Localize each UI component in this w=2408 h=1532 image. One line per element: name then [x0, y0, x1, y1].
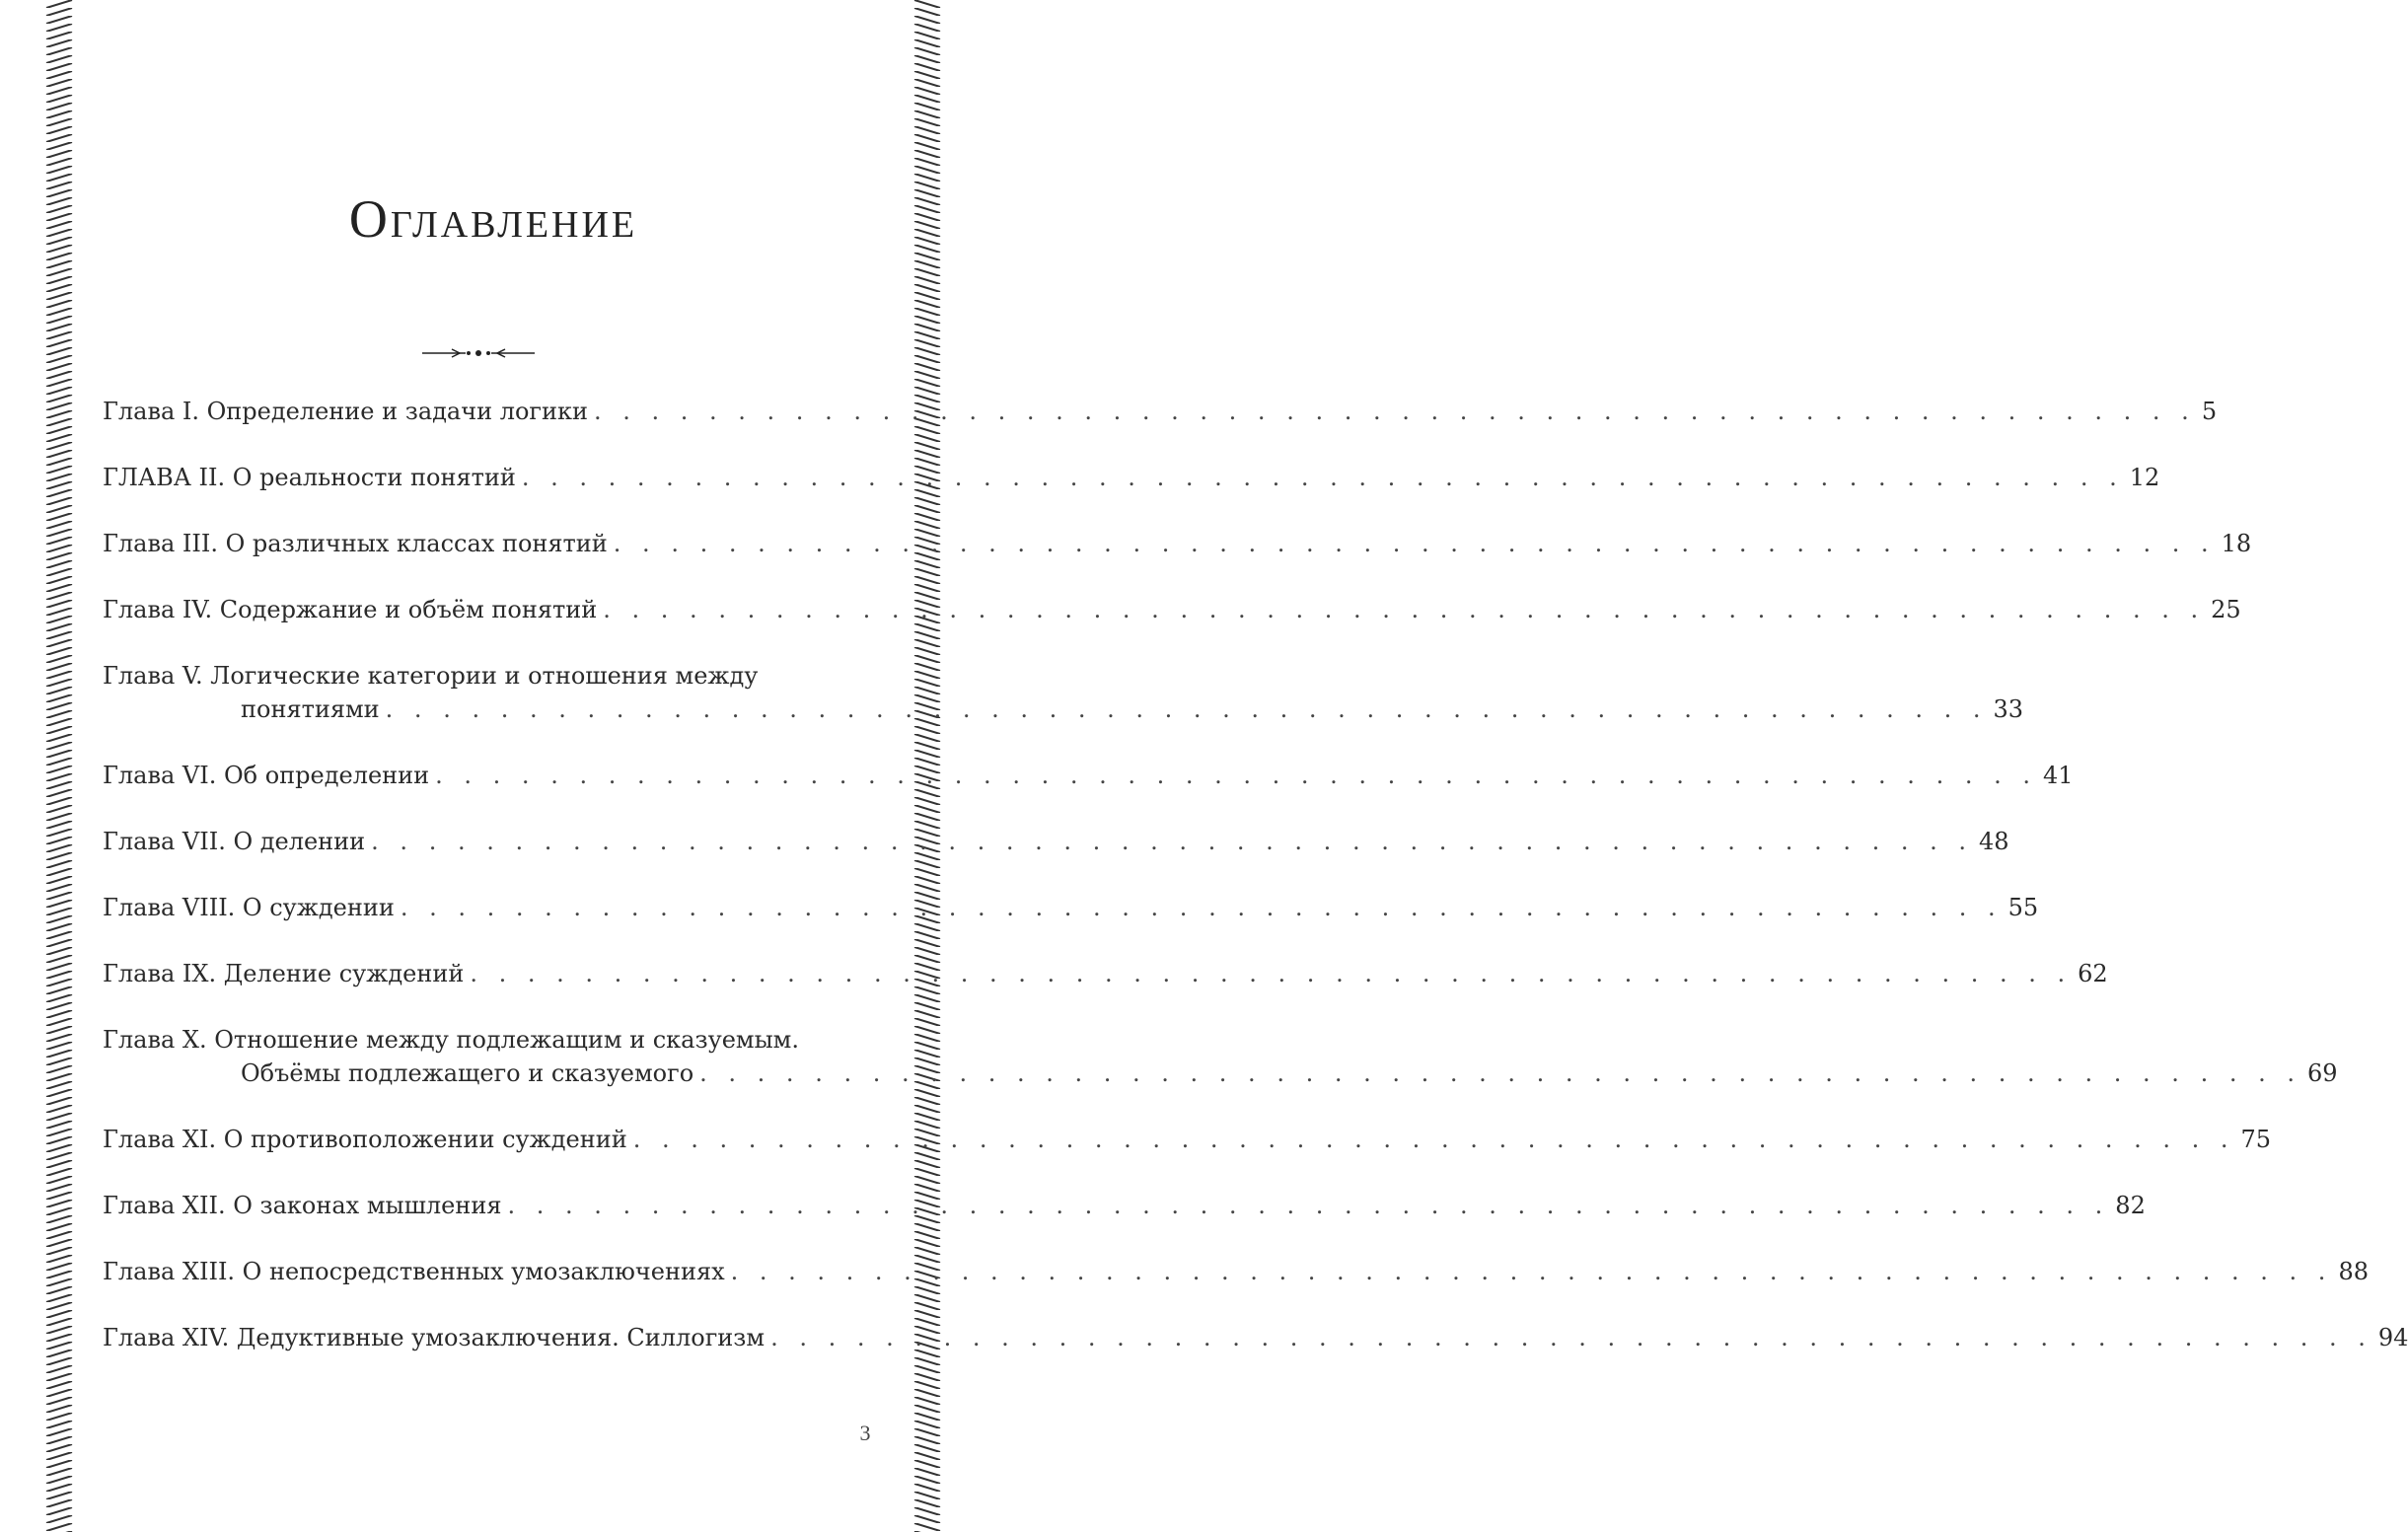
toc-entry[interactable]: [103, 659, 2024, 726]
toc-dot-leader: . . . . . . . . . . . . . . . . . . . . . . . . . . . . . . . . . . . . . . . . . . . . . . . . . . . . . . . .: [594, 398, 2196, 425]
toc-entry[interactable]: [103, 759, 2074, 792]
toc-entry-page: 12: [2129, 464, 2160, 491]
toc-entry-line: [103, 461, 2160, 494]
toc-entry-title: Глава VI. Об определении: [103, 762, 430, 789]
toc-entry-line: [103, 693, 2024, 726]
toc-entry-page: 88: [2338, 1258, 2369, 1285]
toc-entry-line: [103, 957, 2108, 990]
toc-entry-page: 94: [2377, 1324, 2408, 1351]
toc-dot-leader: . . . . . . . . . . . . . . . . . . . . . . . . . . . . . . . . . . . . . . . . . . . . . . . . . . . . . . . .: [385, 695, 1988, 723]
toc-entry-page: 69: [2306, 1059, 2338, 1087]
toc-entry[interactable]: [103, 527, 2252, 560]
toc-entry-title: Глава VII. О делении: [103, 828, 366, 855]
toc-dot-leader: . . . . . . . . . . . . . . . . . . . . . . . . . . . . . . . . . . . . . . . . . . . . . . . . . . . . . . . .: [507, 1192, 2110, 1219]
toc-entry-page: 82: [2115, 1192, 2146, 1219]
toc-dot-leader: . . . . . . . . . . . . . . . . . . . . . . . . . . . . . . . . . . . . . . . . . . . . . . . . . . . . . . . .: [699, 1059, 2301, 1087]
page-number: 3: [859, 1421, 871, 1445]
toc-entry-line: [103, 891, 2039, 924]
toc-dot-leader: . . . . . . . . . . . . . . . . . . . . . . . . . . . . . . . . . . . . . . . . . . . . . . . . . . . . . . . .: [613, 530, 2216, 557]
toc-entry-title: Глава IX. Деление суждений: [103, 960, 465, 987]
toc-dot-leader: . . . . . . . . . . . . . . . . . . . . . . . . . . . . . . . . . . . . . . . . . . . . . . . . . . . . . . . .: [400, 894, 2003, 921]
toc-entry-page: 25: [2211, 596, 2241, 623]
toc-entry-title: Глава XIII. О непосредственных умозаключениях: [103, 1258, 725, 1285]
toc-entry-line: [103, 1321, 2408, 1354]
toc-entry-page: 33: [1993, 695, 2024, 723]
toc-entry[interactable]: [103, 593, 2241, 626]
toc-entry[interactable]: [103, 1123, 2272, 1156]
toc-dot-leader: . . . . . . . . . . . . . . . . . . . . . . . . . . . . . . . . . . . . . . . . . . . . . . . . . . . . . . . .: [435, 762, 2037, 789]
toc-entry-title: Глава XII. О законах мышления: [103, 1192, 502, 1219]
toc-entry[interactable]: [103, 891, 2039, 924]
toc-entry-line: [103, 825, 2009, 858]
page-title: Оглавление: [348, 189, 638, 250]
toc-entry[interactable]: [103, 957, 2108, 990]
toc-entry-line: [103, 759, 2074, 792]
table-of-contents: [103, 395, 2408, 1387]
toc-entry-title: Глава V. Логические категории и отношения между: [103, 662, 759, 690]
toc-dot-leader: . . . . . . . . . . . . . . . . . . . . . . . . . . . . . . . . . . . . . . . . . . . . . . . . . . . . . . . .: [603, 596, 2206, 623]
toc-entry-line: [103, 527, 2252, 560]
toc-entry-line: [103, 1057, 2338, 1090]
toc-dot-leader: . . . . . . . . . . . . . . . . . . . . . . . . . . . . . . . . . . . . . . . . . . . . . . . . . . . . . . . .: [470, 960, 2073, 987]
toc-entry-title: Глава IV. Содержание и объём понятий: [103, 596, 598, 623]
toc-entry-title: Глава X. Отношение между подлежащим и сказуемым.: [103, 1026, 799, 1054]
toc-entry-page: 55: [2007, 894, 2039, 921]
toc-entry[interactable]: [103, 461, 2160, 494]
ornament-divider-icon: [422, 343, 535, 363]
toc-entry-page: 18: [2221, 530, 2252, 557]
toc-entry-title: ГЛАВА II. О реальности понятий: [103, 464, 516, 491]
toc-entry-line: [103, 659, 854, 693]
toc-entry-title: Глава VIII. О суждении: [103, 894, 395, 921]
toc-entry-title: понятиями: [241, 695, 380, 723]
toc-dot-leader: . . . . . . . . . . . . . . . . . . . . . . . . . . . . . . . . . . . . . . . . . . . . . . . . . . . . . . . .: [632, 1126, 2235, 1153]
toc-entry[interactable]: [103, 1255, 2369, 1288]
toc-dot-leader: . . . . . . . . . . . . . . . . . . . . . . . . . . . . . . . . . . . . . . . . . . . . . . . . . . . . . . . .: [730, 1258, 2333, 1285]
toc-entry-title: Объёмы подлежащего и сказуемого: [241, 1059, 694, 1087]
toc-entry-line: [103, 395, 2218, 428]
toc-entry[interactable]: [103, 1023, 2338, 1090]
toc-entry-page: 48: [1978, 828, 2009, 855]
toc-entry-title: Глава XI. О противоположении суждений: [103, 1126, 627, 1153]
toc-entry-title: Глава XIV. Дедуктивные умозаключения. Силлогизм: [103, 1324, 766, 1351]
toc-entry[interactable]: [103, 1189, 2146, 1222]
toc-entry-line: [103, 1023, 854, 1057]
toc-dot-leader: . . . . . . . . . . . . . . . . . . . . . . . . . . . . . . . . . . . . . . . . . . . . . . . . . . . . . . . .: [521, 464, 2124, 491]
toc-entry-page: 41: [2042, 762, 2074, 789]
toc-entry-page: 62: [2078, 960, 2108, 987]
toc-entry[interactable]: [103, 1321, 2408, 1354]
toc-entry-title: Глава I. Определение и задачи логики: [103, 398, 588, 425]
toc-entry-line: [103, 1189, 2146, 1222]
toc-dot-leader: . . . . . . . . . . . . . . . . . . . . . . . . . . . . . . . . . . . . . . . . . . . . . . . . . . . . . . . .: [770, 1324, 2372, 1351]
toc-entry-line: [103, 1255, 2369, 1288]
toc-entry-page: 75: [2240, 1126, 2272, 1153]
toc-entry-line: [103, 593, 2241, 626]
toc-entry-line: [103, 1123, 2272, 1156]
toc-dot-leader: . . . . . . . . . . . . . . . . . . . . . . . . . . . . . . . . . . . . . . . . . . . . . . . . . . . . . . . .: [371, 828, 1973, 855]
toc-entry[interactable]: [103, 395, 2218, 428]
toc-entry[interactable]: [103, 825, 2009, 858]
toc-entry-title: Глава III. О различных классах понятий: [103, 530, 608, 557]
toc-entry-page: 5: [2201, 398, 2218, 425]
